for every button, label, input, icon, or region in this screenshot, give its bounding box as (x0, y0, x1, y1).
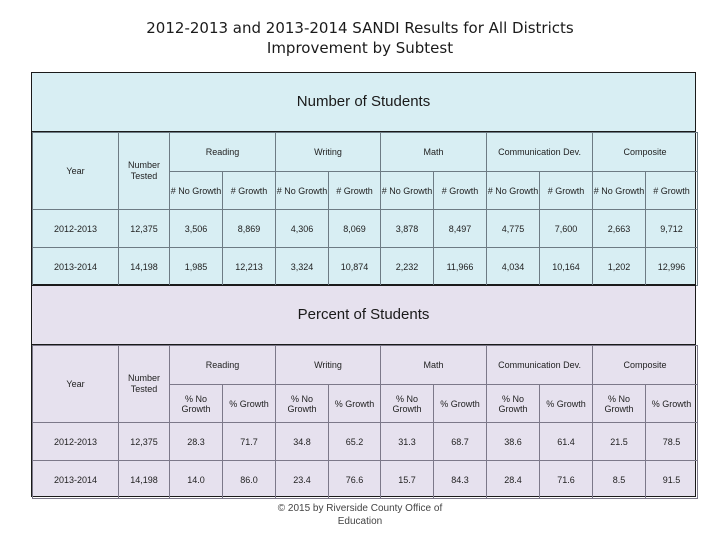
cell-value: 11,966 (434, 248, 487, 286)
footer-line-1: © 2015 by Riverside County Office of (277, 503, 443, 514)
header-year: Year (33, 133, 119, 210)
cell-value: 65.2 (329, 423, 381, 461)
cell-value: 28.4 (487, 461, 540, 499)
row-tested: 14,198 (119, 248, 170, 286)
cell-value: 68.7 (434, 423, 487, 461)
cell-value: 3,324 (276, 248, 329, 286)
sub-header-growth: # Growth (223, 172, 276, 210)
header-year: Year (33, 346, 119, 423)
cell-value: 3,506 (170, 210, 223, 248)
cell-value: 21.5 (593, 423, 646, 461)
sub-header-growth: # Growth (646, 172, 698, 210)
number-section-heading: Number of Students (32, 73, 695, 132)
cell-value: 8.5 (593, 461, 646, 499)
sub-header-no-growth: % No Growth (276, 385, 329, 423)
row-year: 2013-2014 (33, 461, 119, 499)
cell-value: 2,663 (593, 210, 646, 248)
title-line-2: Improvement by Subtest (266, 39, 454, 57)
cell-value: 86.0 (223, 461, 276, 499)
row-tested: 12,375 (119, 210, 170, 248)
cell-value: 31.3 (381, 423, 434, 461)
sub-header-no-growth: # No Growth (593, 172, 646, 210)
group-header-composite: Composite (593, 133, 698, 172)
cell-value: 84.3 (434, 461, 487, 499)
sub-header-growth: % Growth (434, 385, 487, 423)
sub-header-growth: % Growth (329, 385, 381, 423)
row-year: 2013-2014 (33, 248, 119, 286)
cell-value: 12,213 (223, 248, 276, 286)
cell-value: 1,202 (593, 248, 646, 286)
sub-header-no-growth: % No Growth (487, 385, 540, 423)
sub-header-growth: % Growth (223, 385, 276, 423)
sub-header-no-growth: # No Growth (276, 172, 329, 210)
cell-value: 34.8 (276, 423, 329, 461)
cell-value: 71.6 (540, 461, 593, 499)
group-header-reading: Reading (170, 346, 276, 385)
copyright-footer (0, 502, 720, 528)
row-tested: 14,198 (119, 461, 170, 499)
cell-value: 10,164 (540, 248, 593, 286)
cell-value: 23.4 (276, 461, 329, 499)
number-table (32, 132, 698, 286)
header-number-tested: Number Tested (119, 133, 170, 210)
sub-header-growth: # Growth (329, 172, 381, 210)
footer-line-2: Education (337, 516, 383, 527)
number-of-students-panel (31, 72, 696, 285)
page-title (0, 18, 720, 58)
cell-value: 4,775 (487, 210, 540, 248)
cell-value: 10,874 (329, 248, 381, 286)
table-row (33, 210, 698, 248)
group-header-communication: Communication Dev. (487, 133, 593, 172)
row-year: 2012-2013 (33, 423, 119, 461)
percent-section-heading: Percent of Students (32, 286, 695, 345)
cell-value: 38.6 (487, 423, 540, 461)
group-header-communication: Communication Dev. (487, 346, 593, 385)
cell-value: 12,996 (646, 248, 698, 286)
cell-value: 71.7 (223, 423, 276, 461)
table-row (33, 423, 698, 461)
sub-header-no-growth: # No Growth (487, 172, 540, 210)
cell-value: 2,232 (381, 248, 434, 286)
group-header-math: Math (381, 346, 487, 385)
cell-value: 1,985 (170, 248, 223, 286)
cell-value: 8,869 (223, 210, 276, 248)
cell-value: 3,878 (381, 210, 434, 248)
row-year: 2012-2013 (33, 210, 119, 248)
table-row (33, 461, 698, 499)
cell-value: 14.0 (170, 461, 223, 499)
sub-header-no-growth: # No Growth (170, 172, 223, 210)
sub-header-growth: % Growth (646, 385, 698, 423)
cell-value: 28.3 (170, 423, 223, 461)
group-header-writing: Writing (276, 346, 381, 385)
group-header-math: Math (381, 133, 487, 172)
sub-header-no-growth: % No Growth (593, 385, 646, 423)
cell-value: 15.7 (381, 461, 434, 499)
group-header-composite: Composite (593, 346, 698, 385)
cell-value: 4,306 (276, 210, 329, 248)
cell-value: 78.5 (646, 423, 698, 461)
title-line-1: 2012-2013 and 2013-2014 SANDI Results for All Districts (146, 19, 574, 37)
sub-header-growth: # Growth (540, 172, 593, 210)
sub-header-no-growth: % No Growth (381, 385, 434, 423)
cell-value: 8,497 (434, 210, 487, 248)
sub-header-no-growth: % No Growth (170, 385, 223, 423)
row-tested: 12,375 (119, 423, 170, 461)
percent-of-students-panel (31, 285, 696, 497)
cell-value: 4,034 (487, 248, 540, 286)
cell-value: 9,712 (646, 210, 698, 248)
percent-table (32, 345, 698, 499)
cell-value: 91.5 (646, 461, 698, 499)
cell-value: 61.4 (540, 423, 593, 461)
cell-value: 76.6 (329, 461, 381, 499)
cell-value: 8,069 (329, 210, 381, 248)
group-header-writing: Writing (276, 133, 381, 172)
sub-header-growth: % Growth (540, 385, 593, 423)
table-row (33, 248, 698, 286)
sub-header-growth: # Growth (434, 172, 487, 210)
group-header-reading: Reading (170, 133, 276, 172)
header-number-tested: Number Tested (119, 346, 170, 423)
sub-header-no-growth: # No Growth (381, 172, 434, 210)
cell-value: 7,600 (540, 210, 593, 248)
